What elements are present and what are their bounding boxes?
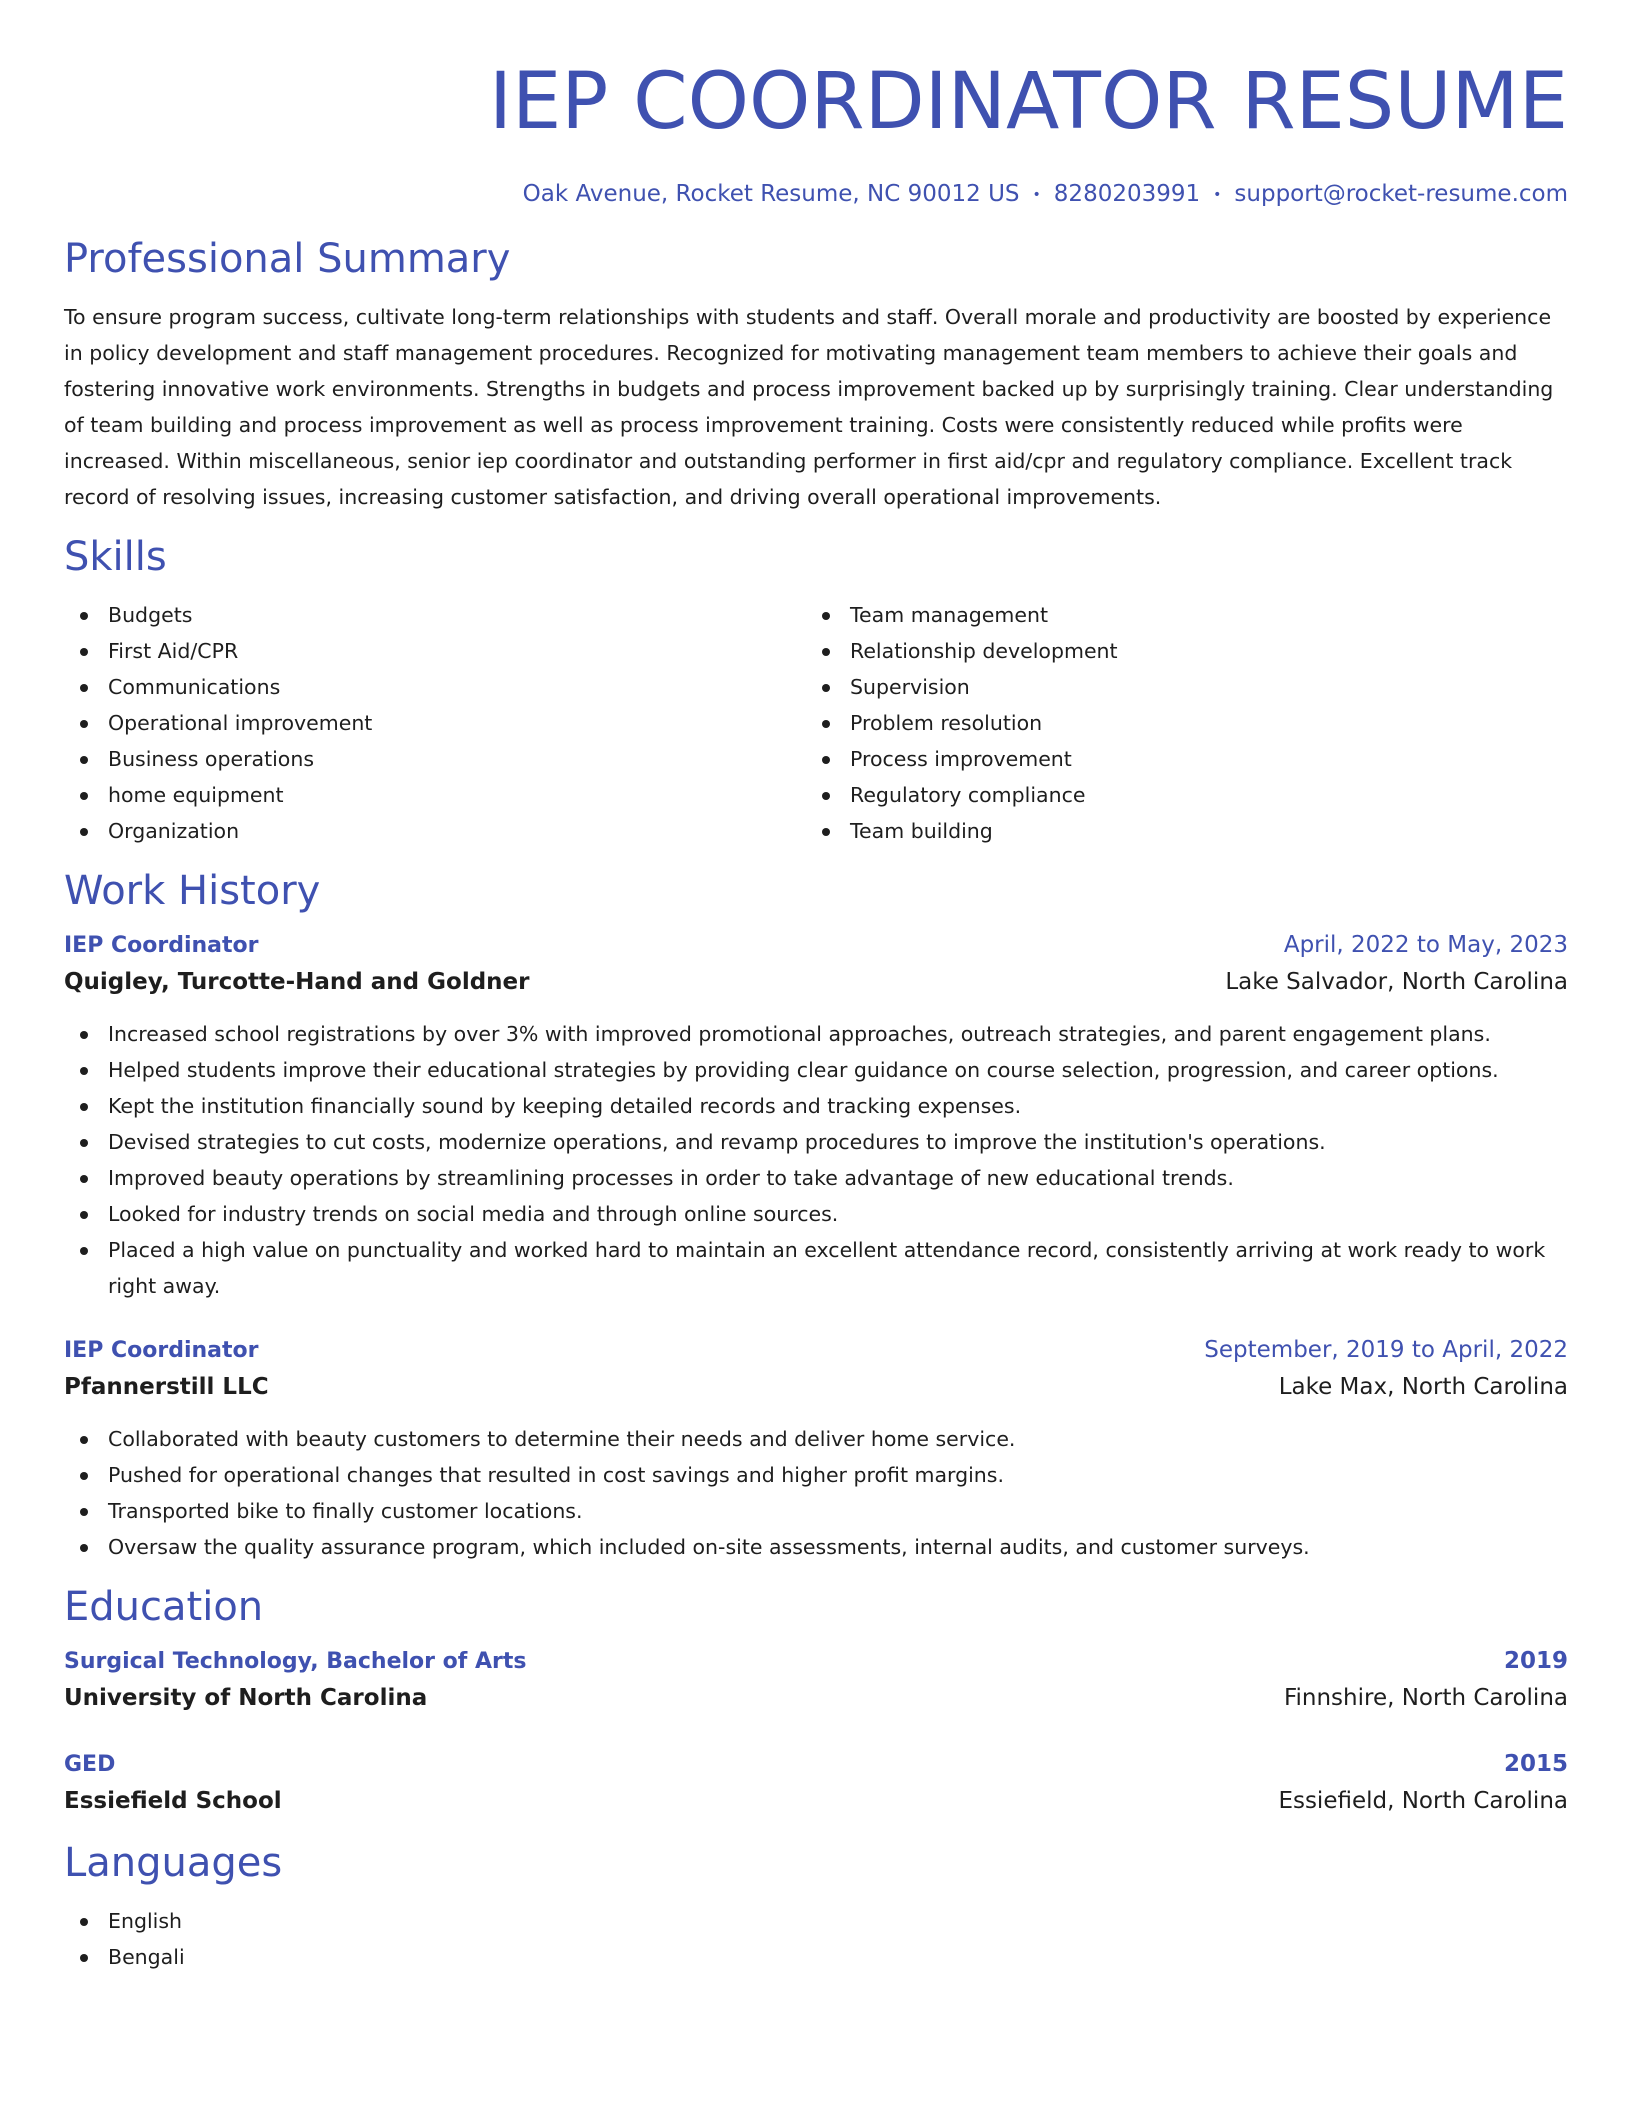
summary-text: To ensure program success, cultivate long-term relationships with students and staff. Overall morale and productivity are boosted by experience in policy development and staff management procedures. Recognized for motivating management team members to achieve their goals and fostering innovative work environments. Strengths in budgets and process improvement backed up by surprisingly training. Clear understanding of team building and process improvement as well as process improvement training. Costs were consistently reduced while profits were increased. Within miscellaneous, senior iep coordinator and outstanding performer in first aid/cpr and regulatory compliance. Excellent track record of resolving issues, increasing customer satisfaction, and driving overall operational improvements.: [64, 305, 1554, 509]
education-header: [64, 1748, 1568, 1781]
education-header: [64, 1645, 1568, 1678]
skills-column-right: [806, 597, 1548, 849]
duty-item: Kept the institution financially sound by keeping detailed records and tracking expenses.: [64, 1088, 1568, 1124]
job-entry: [64, 929, 1568, 1304]
employer-name: Pfannerstill LLC: [64, 1374, 269, 1400]
job-duties: [64, 1421, 1568, 1565]
languages-list: [64, 1903, 1568, 1975]
language-item: English: [64, 1903, 1568, 1939]
graduation-year: 2019: [1503, 1648, 1568, 1674]
contact-separator: •: [1032, 187, 1041, 203]
contact-separator: •: [1213, 187, 1222, 203]
contact-address: Oak Avenue, Rocket Resume, NC 90012 US: [522, 181, 1020, 207]
duty-item: Placed a high value on punctuality and worked hard to maintain an excellent attendance record, consistently arriving at work ready to work right away.: [64, 1232, 1568, 1304]
contact-phone: 8280203991: [1053, 181, 1201, 207]
skill-item: home equipment: [64, 777, 806, 813]
duty-item: Transported bike to finally customer locations.: [64, 1493, 1568, 1529]
resume-title: IEP COORDINATOR RESUME: [489, 57, 1568, 147]
education-subheader: [64, 1781, 1568, 1821]
duty-item: Collaborated with beauty customers to determine their needs and deliver home service.: [64, 1421, 1568, 1457]
school-name: University of North Carolina: [64, 1685, 428, 1711]
job-dates: April, 2022 to May, 2023: [1283, 932, 1568, 958]
contact-line: [64, 178, 1568, 211]
job-duties: [64, 1016, 1568, 1304]
contact-email: support@rocket-resume.com: [1234, 181, 1568, 207]
employer-name: Quigley, Turcotte-Hand and Goldner: [64, 969, 530, 995]
work-heading: Work History: [64, 868, 321, 914]
duty-item: Increased school registrations by over 3% with improved promotional approaches, outreach strategies, and parent engagement plans.: [64, 1016, 1568, 1052]
languages-heading: Languages: [64, 1840, 283, 1886]
job-title: IEP Coordinator: [64, 933, 259, 958]
degree-name: Surgical Technology, Bachelor of Arts: [64, 1649, 527, 1674]
job-entry: [64, 1334, 1568, 1565]
resume-page: [64, 0, 1568, 1975]
job-title: IEP Coordinator: [64, 1338, 259, 1363]
job-subheader: [64, 1367, 1568, 1407]
skill-item: Business operations: [64, 741, 806, 777]
skills-column-left: [64, 597, 806, 849]
skill-item: Team building: [806, 813, 1548, 849]
duty-item: Looked for industry trends on social media and through online sources.: [64, 1196, 1568, 1232]
duty-item: Devised strategies to cut costs, modernize operations, and revamp procedures to improve the institution's operations.: [64, 1124, 1568, 1160]
education-subheader: [64, 1678, 1568, 1718]
skill-item: Supervision: [806, 669, 1548, 705]
graduation-year: 2015: [1503, 1751, 1568, 1777]
skill-item: Team management: [806, 597, 1548, 633]
education-entry: [64, 1645, 1568, 1718]
job-header: [64, 929, 1568, 962]
education-entry: [64, 1748, 1568, 1821]
skill-item: Operational improvement: [64, 705, 806, 741]
duty-item: Pushed for operational changes that resulted in cost savings and higher profit margins.: [64, 1457, 1568, 1493]
skills-list: [64, 597, 1568, 849]
school-location: Finnshire, North Carolina: [1283, 1685, 1568, 1711]
skill-item: Process improvement: [806, 741, 1548, 777]
skill-item: Relationship development: [806, 633, 1548, 669]
school-name: Essiefield School: [64, 1788, 282, 1814]
skill-item: Regulatory compliance: [806, 777, 1548, 813]
skills-heading: Skills: [64, 534, 167, 580]
skill-item: Problem resolution: [806, 705, 1548, 741]
degree-name: GED: [64, 1752, 116, 1777]
duty-item: Helped students improve their educational strategies by providing clear guidance on course selection, progression, and career options.: [64, 1052, 1568, 1088]
skill-item: First Aid/CPR: [64, 633, 806, 669]
duty-item: Improved beauty operations by streamlining processes in order to take advantage of new educational trends.: [64, 1160, 1568, 1196]
job-header: [64, 1334, 1568, 1367]
job-location: Lake Max, North Carolina: [1278, 1374, 1568, 1400]
education-heading: Education: [64, 1584, 264, 1630]
job-subheader: [64, 962, 1568, 1002]
job-location: Lake Salvador, North Carolina: [1225, 969, 1568, 995]
skill-item: Budgets: [64, 597, 806, 633]
school-location: Essiefield, North Carolina: [1278, 1788, 1568, 1814]
duty-item: Oversaw the quality assurance program, which included on-site assessments, internal audits, and customer surveys.: [64, 1529, 1568, 1565]
job-dates: September, 2019 to April, 2022: [1204, 1337, 1568, 1363]
skill-item: Communications: [64, 669, 806, 705]
skill-item: Organization: [64, 813, 806, 849]
language-item: Bengali: [64, 1939, 1568, 1975]
summary-heading: Professional Summary: [64, 236, 511, 282]
